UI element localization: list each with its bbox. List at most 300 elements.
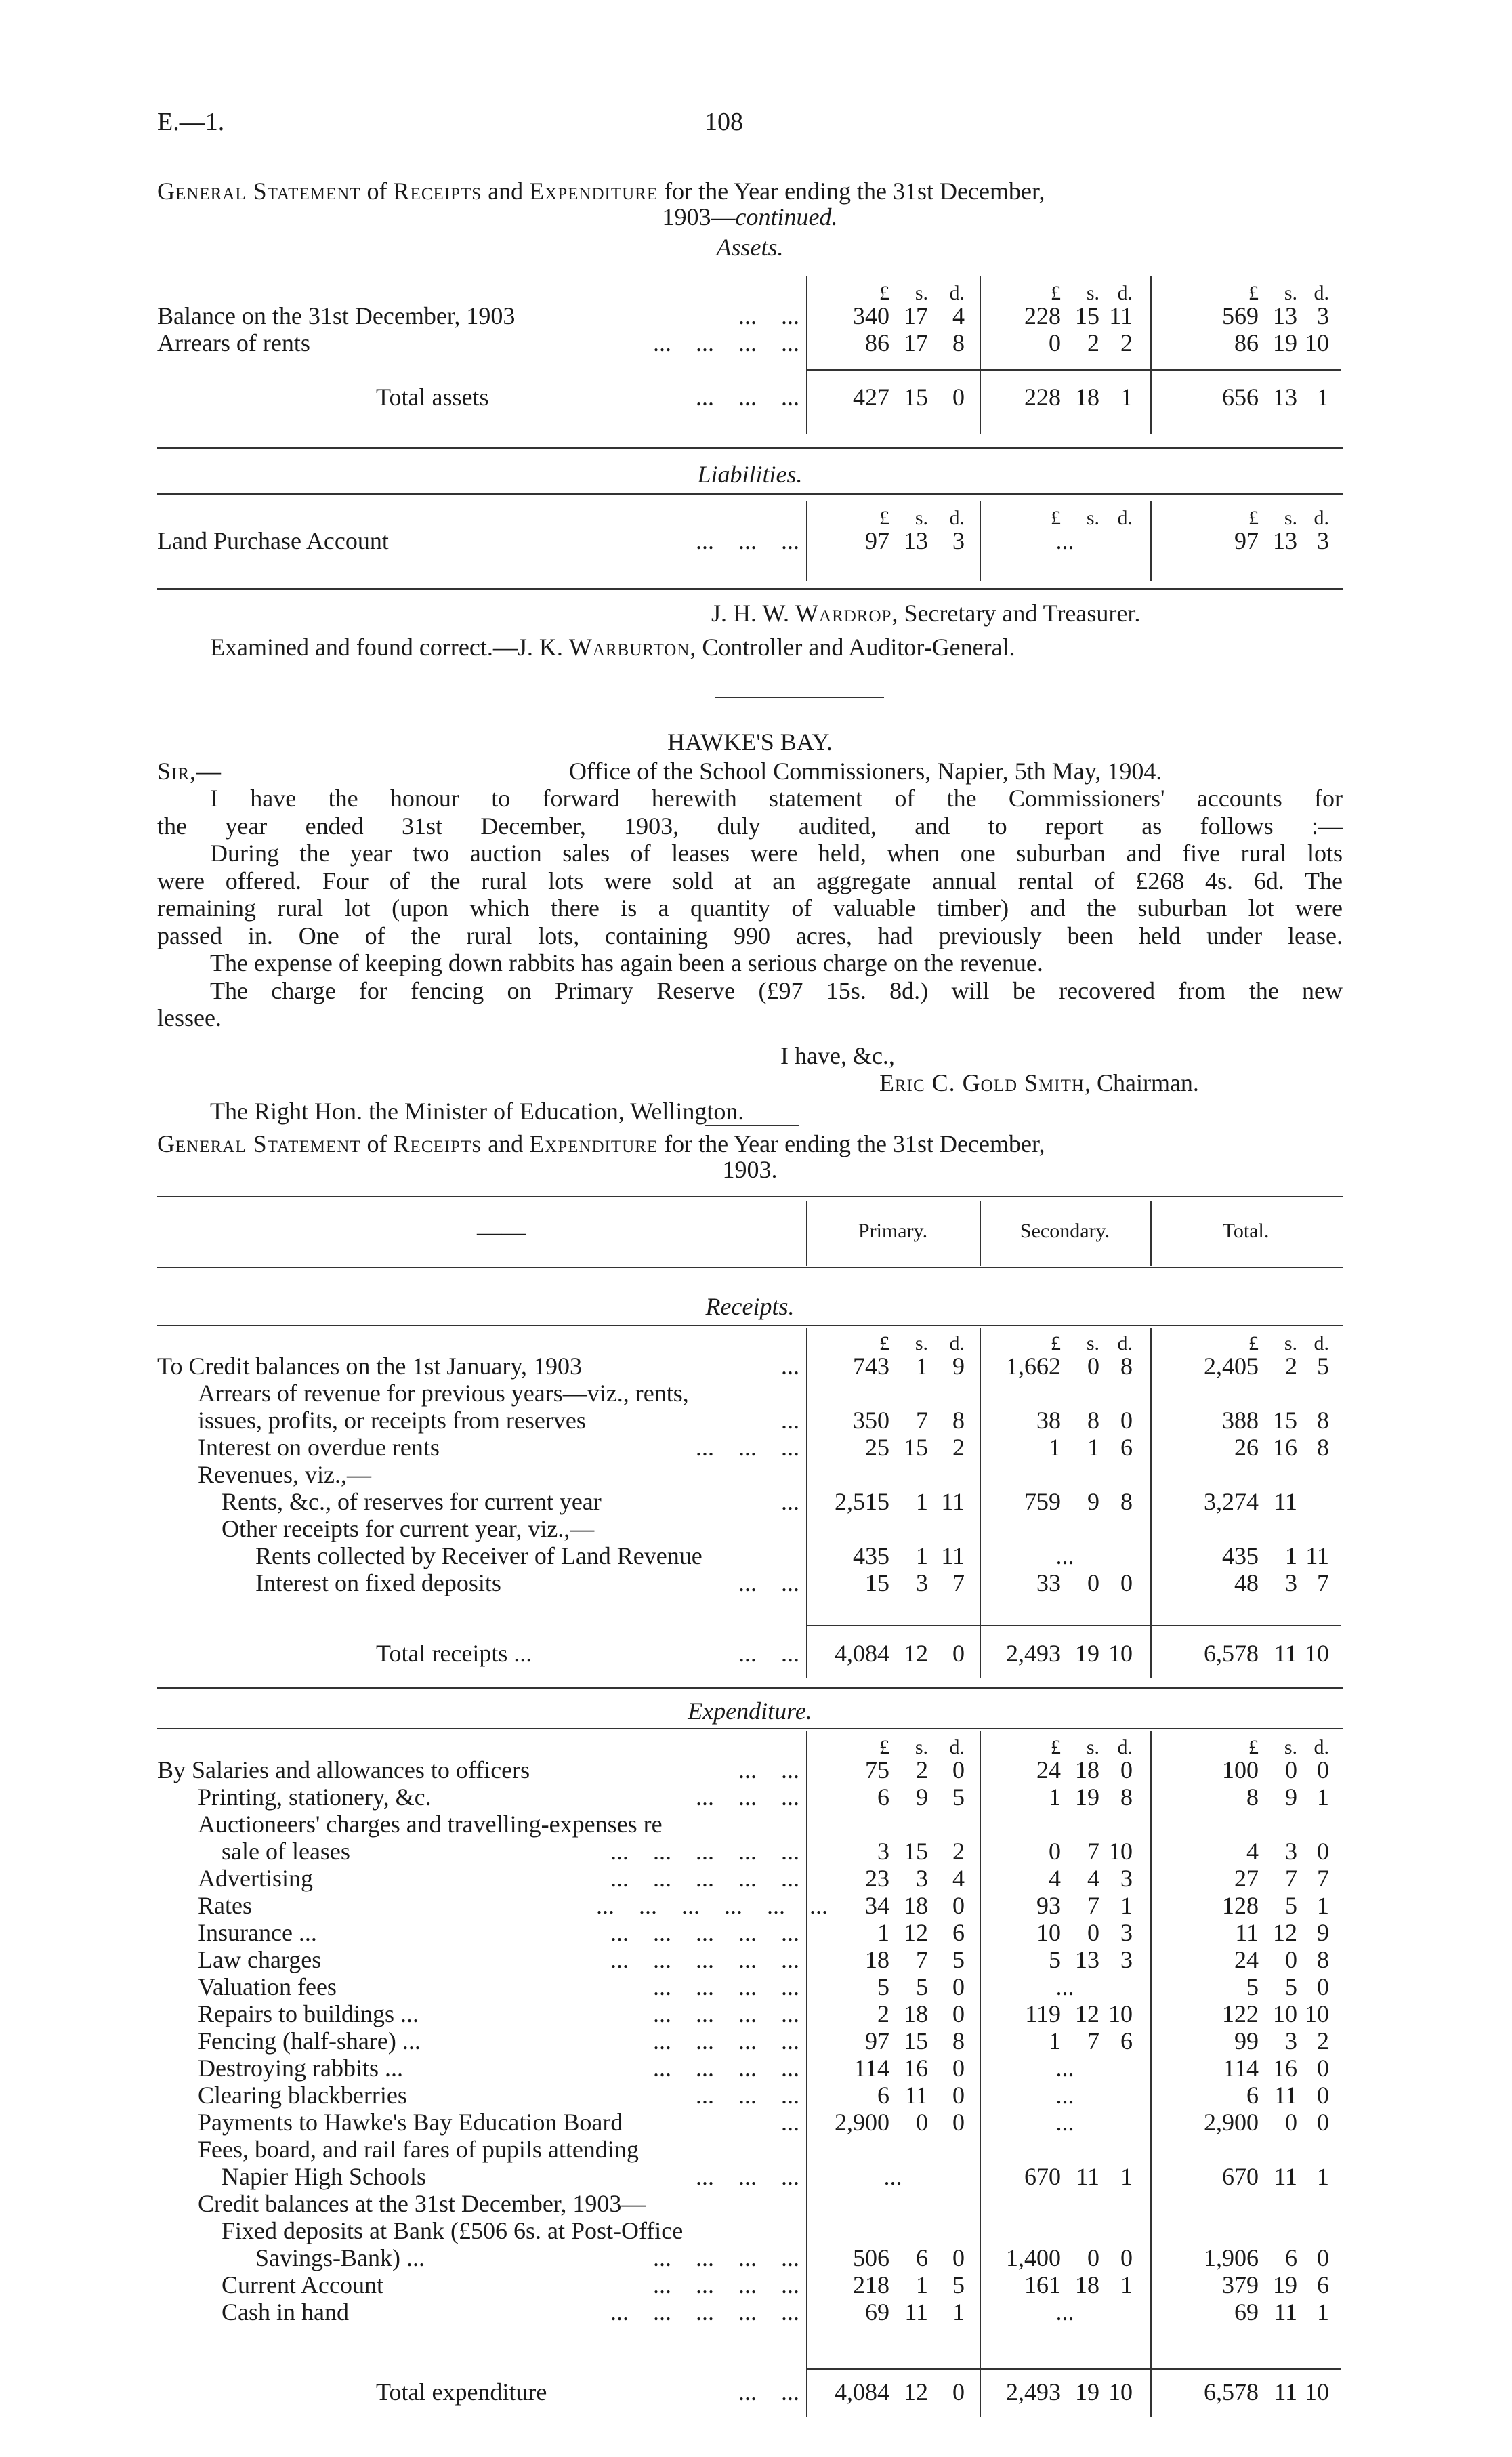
amount-pence: 0 bbox=[1120, 1407, 1133, 1434]
amount-pence: 5 bbox=[952, 2271, 965, 2298]
amount-shillings: 1 bbox=[1087, 1434, 1099, 1461]
amount-pence: 1 bbox=[1317, 1783, 1329, 1811]
leader-dots: ... bbox=[781, 2109, 799, 2136]
amount-shillings: 7 bbox=[1087, 2027, 1099, 2055]
amount-pence: 0 bbox=[1120, 1756, 1133, 1783]
amount-pence: 1 bbox=[1317, 2163, 1329, 2190]
amount-pounds: 379 bbox=[1222, 2271, 1259, 2298]
amount-pence: 8 bbox=[1120, 1783, 1133, 1811]
leader-dots: ... ... ... bbox=[696, 1434, 799, 1461]
amount-shillings: 1 bbox=[916, 1542, 928, 1569]
amount-pounds: 75 bbox=[865, 1756, 889, 1783]
amount-shillings: 19 bbox=[1273, 329, 1297, 356]
statement2-title-line2: 1903. bbox=[722, 1156, 778, 1183]
leader-dots: ... ... bbox=[738, 302, 799, 329]
section-rule bbox=[157, 1687, 1343, 1689]
leader-dots: ... ... ... ... ... bbox=[610, 2298, 799, 2326]
amount-pence: 8 bbox=[952, 2027, 965, 2055]
unit-header: £ bbox=[1051, 282, 1061, 304]
row-label: Other receipts for current year, viz.,— bbox=[222, 1515, 595, 1542]
amount-shillings: 12 bbox=[904, 1919, 928, 1946]
amount-pence: 1 bbox=[1317, 2298, 1329, 2326]
amount-shillings: 6 bbox=[1285, 2244, 1297, 2271]
section-rule bbox=[157, 588, 1343, 590]
unit-header: s. bbox=[915, 282, 928, 304]
row-label: Arrears of revenue for previous years—viz., rents, bbox=[198, 1380, 689, 1407]
amount-shillings: 16 bbox=[1273, 2055, 1297, 2082]
amount-pounds: 350 bbox=[853, 1407, 889, 1434]
leader-dots: ... bbox=[781, 1488, 799, 1515]
total-assets-label: Total assets bbox=[376, 384, 489, 411]
amount-pounds: 506 bbox=[853, 2244, 889, 2271]
amount-shillings: 0 bbox=[1087, 1569, 1099, 1596]
empty-amount: ... bbox=[1055, 2109, 1074, 2136]
statement1-title-line2: 1903—continued. bbox=[662, 203, 838, 230]
amount-pence: 8 bbox=[1317, 1946, 1329, 1973]
amount-pounds: 26 bbox=[1234, 1434, 1259, 1461]
asset-label: Balance on the 31st December, 1903 bbox=[157, 302, 516, 329]
empty-amount: ... bbox=[1055, 527, 1074, 554]
leader-dots: ... ... bbox=[738, 1640, 799, 1667]
amount-pounds: 340 bbox=[853, 302, 889, 329]
amount-pence: 0 bbox=[1317, 2082, 1329, 2109]
unit-header: d. bbox=[1117, 1332, 1133, 1355]
amount-pence: 10 bbox=[1305, 2000, 1329, 2027]
amount-pence: 0 bbox=[1120, 1569, 1133, 1596]
section-rule bbox=[157, 1728, 1343, 1729]
amount-shillings: 0 bbox=[1285, 1756, 1297, 1783]
amount-pence: 0 bbox=[952, 2000, 965, 2027]
amount-pence: 10 bbox=[1108, 1640, 1133, 1667]
amount-pounds: 86 bbox=[865, 329, 889, 356]
amount-shillings: 15 bbox=[904, 2027, 928, 2055]
empty-amount: ... bbox=[1055, 2298, 1074, 2326]
chairman-signature: Eric C. Gold Smith, Chairman. bbox=[879, 1069, 1199, 1096]
amount-shillings: 13 bbox=[1273, 384, 1297, 411]
row-label: Current Account bbox=[222, 2271, 383, 2298]
leader-dots: ... ... ... ... bbox=[653, 2000, 799, 2027]
amount-pounds: 15 bbox=[865, 1569, 889, 1596]
page-reference: E.—1. bbox=[157, 108, 225, 136]
unit-header: £ bbox=[1248, 507, 1259, 529]
section-rule bbox=[157, 493, 1343, 495]
amount-pence: 7 bbox=[1317, 1865, 1329, 1892]
amount-shillings: 7 bbox=[1285, 1865, 1297, 1892]
amount-shillings: 11 bbox=[1274, 1640, 1297, 1667]
amount-pounds: 93 bbox=[1036, 1892, 1061, 1919]
unit-header: d. bbox=[1314, 1332, 1329, 1355]
amount-pounds: 569 bbox=[1222, 302, 1259, 329]
amount-pounds: 100 bbox=[1222, 1756, 1259, 1783]
amount-pounds: 48 bbox=[1234, 1569, 1259, 1596]
empty-amount: ... bbox=[1055, 1542, 1074, 1569]
amount-shillings: 13 bbox=[1273, 302, 1297, 329]
letter-address: Office of the School Commissioners, Napier, 5th May, 1904. bbox=[569, 758, 1162, 785]
leader-dots: ... ... ... ... ... bbox=[610, 1919, 799, 1946]
amount-shillings: 11 bbox=[1076, 2163, 1099, 2190]
auditor-signature: Examined and found correct.—J. K. Warburton, Controller and Auditor-General. bbox=[210, 634, 1015, 661]
amount-shillings: 9 bbox=[1285, 1783, 1297, 1811]
row-label: Valuation fees bbox=[198, 1973, 337, 2000]
unit-header: £ bbox=[879, 1332, 889, 1355]
row-label: Insurance ... bbox=[198, 1919, 317, 1946]
subtotal-rule bbox=[806, 1625, 1341, 1626]
page-number: 108 bbox=[705, 108, 743, 136]
amount-pence: 0 bbox=[952, 2378, 965, 2406]
column-header-primary: Primary. bbox=[858, 1220, 928, 1242]
amount-pence: 0 bbox=[952, 1973, 965, 2000]
row-label: Printing, stationery, &c. bbox=[198, 1783, 432, 1811]
unit-header: s. bbox=[1284, 282, 1297, 304]
unit-header: £ bbox=[1051, 1332, 1061, 1355]
amount-pounds: 2,515 bbox=[835, 1488, 889, 1515]
amount-pounds: 2,493 bbox=[1006, 2378, 1061, 2406]
amount-pounds: 34 bbox=[865, 1892, 889, 1919]
amount-shillings: 15 bbox=[904, 1434, 928, 1461]
unit-header: s. bbox=[915, 1736, 928, 1758]
amount-pounds: 388 bbox=[1222, 1407, 1259, 1434]
amount-shillings: 11 bbox=[1274, 2163, 1297, 2190]
amount-pence: 6 bbox=[1317, 2271, 1329, 2298]
amount-pounds: 6 bbox=[877, 1783, 889, 1811]
unit-header: d. bbox=[949, 1332, 965, 1355]
amount-pounds: 2,493 bbox=[1006, 1640, 1061, 1667]
amount-pence: 4 bbox=[952, 302, 965, 329]
amount-pounds: 114 bbox=[854, 2055, 889, 2082]
amount-shillings: 15 bbox=[1273, 1407, 1297, 1434]
amount-pounds: 33 bbox=[1036, 1569, 1061, 1596]
amount-pence: 0 bbox=[1317, 2244, 1329, 2271]
amount-pounds: 2,405 bbox=[1204, 1353, 1259, 1380]
amount-pence: 1 bbox=[1120, 384, 1133, 411]
row-label: Clearing blackberries bbox=[198, 2082, 407, 2109]
amount-pence: 0 bbox=[1317, 1756, 1329, 1783]
letter-addressee: The Right Hon. the Minister of Education, Wellington. bbox=[210, 1098, 744, 1125]
amount-pence: 5 bbox=[1317, 1353, 1329, 1380]
unit-header: s. bbox=[1284, 507, 1297, 529]
amount-pounds: 69 bbox=[865, 2298, 889, 2326]
amount-pounds: 11 bbox=[1235, 1919, 1259, 1946]
unit-header: £ bbox=[1248, 282, 1259, 304]
amount-pounds: 1 bbox=[1049, 1434, 1061, 1461]
amount-pence: 2 bbox=[952, 1838, 965, 1865]
column-rule bbox=[1150, 501, 1152, 581]
amount-pence: 0 bbox=[1317, 2109, 1329, 2136]
row-label: Advertising bbox=[198, 1865, 313, 1892]
amount-shillings: 16 bbox=[1273, 1434, 1297, 1461]
amount-pence: 0 bbox=[952, 1640, 965, 1667]
amount-pounds: 4,084 bbox=[835, 2378, 889, 2406]
amount-pounds: 97 bbox=[865, 527, 889, 554]
unit-header: s. bbox=[915, 507, 928, 529]
amount-pounds: 119 bbox=[1025, 2000, 1061, 2027]
amount-pounds: 743 bbox=[853, 1353, 889, 1380]
amount-pounds: 128 bbox=[1222, 1892, 1259, 1919]
amount-pounds: 759 bbox=[1024, 1488, 1061, 1515]
row-label: issues, profits, or receipts from reserves bbox=[198, 1407, 586, 1434]
liabilities-heading: Liabilities. bbox=[697, 461, 803, 488]
section-rule bbox=[157, 447, 1343, 449]
amount-pence: 10 bbox=[1305, 329, 1329, 356]
amount-pounds: 122 bbox=[1222, 2000, 1259, 2027]
leader-dots: ... ... ... ... ... ... bbox=[596, 1892, 828, 1919]
unit-header: £ bbox=[1051, 507, 1061, 529]
unit-header: d. bbox=[949, 282, 965, 304]
column-rule bbox=[980, 501, 981, 581]
row-label: Rates bbox=[198, 1892, 252, 1919]
column-header-blank: —— bbox=[477, 1218, 526, 1245]
letter-line: were offered. Four of the rural lots were sold at an aggregate annual rental of £268 4s. 6d. The bbox=[157, 867, 1343, 894]
amount-pounds: 24 bbox=[1036, 1756, 1061, 1783]
unit-header: d. bbox=[1117, 1736, 1133, 1758]
amount-shillings: 17 bbox=[904, 302, 928, 329]
amount-pence: 9 bbox=[952, 1353, 965, 1380]
amount-shillings: 1 bbox=[916, 1488, 928, 1515]
row-label: Destroying rabbits ... bbox=[198, 2055, 403, 2082]
row-label: Payments to Hawke's Bay Education Board bbox=[198, 2109, 623, 2136]
assets-heading: Assets. bbox=[716, 234, 784, 261]
unit-header: £ bbox=[1248, 1736, 1259, 1758]
row-label: Auctioneers' charges and travelling-expenses re bbox=[198, 1811, 663, 1838]
leader-dots: ... ... ... ... bbox=[653, 1973, 799, 2000]
statement2-title: General Statement of Receipts and Expenditure for the Year ending the 31st December, bbox=[157, 1130, 1045, 1157]
amount-pounds: 1 bbox=[1049, 2027, 1061, 2055]
amount-pounds: 27 bbox=[1234, 1865, 1259, 1892]
unit-header: s. bbox=[1086, 1736, 1099, 1758]
amount-shillings: 16 bbox=[904, 2055, 928, 2082]
amount-pence: 1 bbox=[1120, 2271, 1133, 2298]
unit-header: d. bbox=[949, 507, 965, 529]
amount-shillings: 6 bbox=[916, 2244, 928, 2271]
amount-pence: 9 bbox=[1317, 1919, 1329, 1946]
amount-pence: 2 bbox=[952, 1434, 965, 1461]
row-label: By Salaries and allowances to officers bbox=[157, 1756, 530, 1783]
amount-shillings: 15 bbox=[1075, 302, 1099, 329]
amount-pounds: 656 bbox=[1222, 384, 1259, 411]
amount-shillings: 3 bbox=[1285, 2027, 1297, 2055]
row-label: Revenues, viz.,— bbox=[198, 1461, 371, 1488]
amount-shillings: 7 bbox=[1087, 1838, 1099, 1865]
amount-shillings: 0 bbox=[1087, 1919, 1099, 1946]
unit-header: s. bbox=[1086, 282, 1099, 304]
amount-shillings: 1 bbox=[1285, 1542, 1297, 1569]
leader-dots: ... ... bbox=[738, 2378, 799, 2406]
amount-pounds: 97 bbox=[865, 2027, 889, 2055]
amount-pence: 3 bbox=[952, 527, 965, 554]
amount-shillings: 18 bbox=[1075, 384, 1099, 411]
amount-shillings: 11 bbox=[904, 2298, 928, 2326]
leader-dots: ... ... ... ... ... bbox=[610, 1865, 799, 1892]
unit-header: £ bbox=[1051, 1736, 1061, 1758]
amount-pounds: 228 bbox=[1024, 302, 1061, 329]
amount-pence: 0 bbox=[1317, 1838, 1329, 1865]
amount-pounds: 6,578 bbox=[1204, 1640, 1259, 1667]
amount-shillings: 7 bbox=[916, 1946, 928, 1973]
unit-header: £ bbox=[1248, 1332, 1259, 1355]
leader-dots: ... ... ... bbox=[696, 527, 799, 554]
leader-dots: ... ... ... ... ... bbox=[610, 1838, 799, 1865]
amount-shillings: 12 bbox=[904, 2378, 928, 2406]
amount-pounds: 5 bbox=[1246, 1973, 1259, 2000]
amount-pence: 6 bbox=[1120, 2027, 1133, 2055]
amount-pence: 10 bbox=[1108, 1838, 1133, 1865]
letter-line: passed in. One of the rural lots, containing 990 acres, had previously been held under lease. bbox=[157, 922, 1343, 949]
unit-header: d. bbox=[949, 1736, 965, 1758]
amount-shillings: 15 bbox=[904, 1838, 928, 1865]
amount-pounds: 6 bbox=[1246, 2082, 1259, 2109]
amount-pounds: 2,900 bbox=[1204, 2109, 1259, 2136]
amount-pence: 1 bbox=[1317, 384, 1329, 411]
amount-shillings: 18 bbox=[904, 2000, 928, 2027]
amount-pounds: 18 bbox=[865, 1946, 889, 1973]
amount-pence: 3 bbox=[1120, 1946, 1133, 1973]
amount-shillings: 0 bbox=[1087, 1353, 1099, 1380]
letter-line: The expense of keeping down rabbits has again been a serious charge on the revenue. bbox=[210, 949, 1043, 976]
unit-header: d. bbox=[1314, 507, 1329, 529]
amount-shillings: 2 bbox=[1087, 329, 1099, 356]
amount-shillings: 13 bbox=[904, 527, 928, 554]
amount-shillings: 0 bbox=[1285, 1946, 1297, 1973]
amount-pounds: 435 bbox=[1222, 1542, 1259, 1569]
amount-pence: 8 bbox=[1317, 1407, 1329, 1434]
amount-pence: 3 bbox=[1317, 302, 1329, 329]
row-label: Fees, board, and rail fares of pupils attending bbox=[198, 2136, 639, 2163]
amount-pounds: 3,274 bbox=[1204, 1488, 1259, 1515]
row-label: Napier High Schools bbox=[222, 2163, 426, 2190]
amount-pounds: 5 bbox=[877, 1973, 889, 2000]
leader-dots: ... ... ... ... bbox=[653, 329, 799, 356]
amount-shillings: 4 bbox=[1087, 1865, 1099, 1892]
unit-header: d. bbox=[1117, 507, 1133, 529]
amount-pounds: 2,900 bbox=[835, 2109, 889, 2136]
letter-line: remaining rural lot (upon which there is a quantity of valuable timber) and the suburban lot were bbox=[157, 894, 1343, 922]
row-label: Rents collected by Receiver of Land Revenue bbox=[255, 1542, 702, 1569]
amount-pounds: 0 bbox=[1049, 329, 1061, 356]
amount-pounds: 0 bbox=[1049, 1838, 1061, 1865]
amount-shillings: 2 bbox=[1285, 1353, 1297, 1380]
amount-pence: 1 bbox=[1120, 1892, 1133, 1919]
amount-pounds: 670 bbox=[1222, 2163, 1259, 2190]
leader-dots: ... ... ... ... bbox=[653, 2244, 799, 2271]
column-rule bbox=[980, 1731, 981, 2417]
amount-pence: 0 bbox=[952, 2109, 965, 2136]
header-rule bbox=[157, 1267, 1343, 1268]
amount-shillings: 10 bbox=[1273, 2000, 1297, 2027]
amount-pence: 0 bbox=[952, 2082, 965, 2109]
amount-pence: 8 bbox=[952, 329, 965, 356]
amount-pence: 7 bbox=[952, 1569, 965, 1596]
empty-amount: ... bbox=[883, 2163, 902, 2190]
amount-pence: 0 bbox=[1120, 2244, 1133, 2271]
unit-header: s. bbox=[1086, 1332, 1099, 1355]
expenditure-heading: Expenditure. bbox=[688, 1697, 812, 1725]
letter-line: the year ended 31st December, 1903, duly audited, and to report as follows :— bbox=[157, 812, 1343, 840]
receipts-heading: Receipts. bbox=[705, 1293, 795, 1320]
asset-label: Arrears of rents bbox=[157, 329, 310, 356]
amount-pence: 0 bbox=[1317, 2055, 1329, 2082]
divider bbox=[705, 1125, 799, 1126]
amount-pounds: 161 bbox=[1024, 2271, 1061, 2298]
amount-pence: 0 bbox=[952, 1756, 965, 1783]
leader-dots: ... ... ... bbox=[696, 384, 799, 411]
leader-dots: ... ... ... bbox=[696, 2082, 799, 2109]
empty-amount: ... bbox=[1055, 2082, 1074, 2109]
leader-dots: ... bbox=[781, 1407, 799, 1434]
amount-shillings: 1 bbox=[916, 1353, 928, 1380]
amount-pence: 5 bbox=[952, 1783, 965, 1811]
amount-shillings: 12 bbox=[1273, 1919, 1297, 1946]
row-label: Fixed deposits at Bank (£506 6s. at Post-Office bbox=[222, 2217, 684, 2244]
amount-shillings: 9 bbox=[1087, 1488, 1099, 1515]
amount-pounds: 6 bbox=[877, 2082, 889, 2109]
total-expenditure-label: Total expenditure bbox=[376, 2378, 547, 2406]
amount-shillings: 11 bbox=[904, 2082, 928, 2109]
amount-pence: 6 bbox=[1120, 1434, 1133, 1461]
leader-dots: ... ... bbox=[738, 1756, 799, 1783]
leader-dots: ... ... ... ... bbox=[653, 2027, 799, 2055]
amount-pounds: 24 bbox=[1234, 1946, 1259, 1973]
amount-shillings: 18 bbox=[1075, 2271, 1099, 2298]
row-label: Cash in hand bbox=[222, 2298, 349, 2326]
amount-pounds: 1,400 bbox=[1006, 2244, 1061, 2271]
amount-pence: 0 bbox=[952, 1892, 965, 1919]
divider bbox=[715, 697, 884, 698]
statement1-title: General Statement of Receipts and Expenditure for the Year ending the 31st December, bbox=[157, 178, 1045, 205]
amount-pence: 8 bbox=[952, 1407, 965, 1434]
amount-shillings: 5 bbox=[1285, 1892, 1297, 1919]
amount-pounds: 670 bbox=[1024, 2163, 1061, 2190]
column-header-secondary: Secondary. bbox=[1020, 1220, 1110, 1242]
amount-shillings: 19 bbox=[1075, 1640, 1099, 1667]
unit-header: s. bbox=[1284, 1736, 1297, 1758]
amount-shillings: 19 bbox=[1273, 2271, 1297, 2298]
amount-pence: 2 bbox=[1317, 2027, 1329, 2055]
leader-dots: ... bbox=[781, 1353, 799, 1380]
amount-shillings: 9 bbox=[916, 1783, 928, 1811]
amount-shillings: 7 bbox=[916, 1407, 928, 1434]
amount-shillings: 8 bbox=[1087, 1407, 1099, 1434]
amount-pounds: 4 bbox=[1246, 1838, 1259, 1865]
amount-shillings: 0 bbox=[1087, 2244, 1099, 2271]
amount-pence: 6 bbox=[952, 1919, 965, 1946]
unit-header: £ bbox=[879, 507, 889, 529]
unit-header: s. bbox=[915, 1332, 928, 1355]
amount-pounds: 4 bbox=[1049, 1865, 1061, 1892]
amount-pence: 11 bbox=[1109, 302, 1133, 329]
column-header-total: Total. bbox=[1222, 1220, 1269, 1242]
amount-shillings: 2 bbox=[916, 1756, 928, 1783]
unit-header: d. bbox=[1314, 1736, 1329, 1758]
amount-pounds: 1 bbox=[1049, 1783, 1061, 1811]
column-rule bbox=[1150, 276, 1152, 434]
amount-shillings: 11 bbox=[1274, 2378, 1297, 2406]
amount-pence: 1 bbox=[952, 2298, 965, 2326]
row-label: Fencing (half-share) ... bbox=[198, 2027, 421, 2055]
amount-pounds: 1,906 bbox=[1204, 2244, 1259, 2271]
leader-dots: ... ... ... bbox=[696, 2163, 799, 2190]
column-rule bbox=[1150, 1731, 1152, 2417]
leader-dots: ... ... ... ... ... bbox=[610, 1946, 799, 1973]
amount-pence: 8 bbox=[1317, 1434, 1329, 1461]
amount-shillings: 11 bbox=[1274, 2082, 1297, 2109]
amount-pence: 2 bbox=[1120, 329, 1133, 356]
letter-closing: I have, &c., bbox=[780, 1042, 895, 1069]
amount-pounds: 1,662 bbox=[1006, 1353, 1061, 1380]
amount-shillings: 19 bbox=[1075, 2378, 1099, 2406]
row-label: Repairs to buildings ... bbox=[198, 2000, 419, 2027]
amount-shillings: 5 bbox=[916, 1973, 928, 2000]
leader-dots: ... ... ... bbox=[696, 1783, 799, 1811]
